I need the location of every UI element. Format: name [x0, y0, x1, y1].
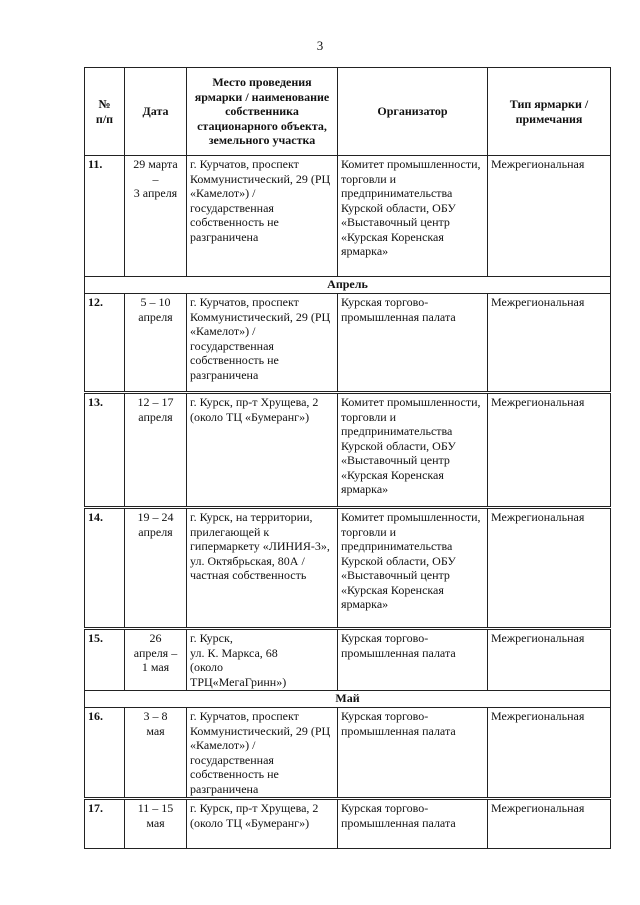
- table-row: [85, 629, 611, 691]
- table-body: [85, 156, 611, 849]
- row-number: 17.: [85, 799, 125, 849]
- row-organizer: Курская торгово-промышленная палата: [338, 629, 488, 691]
- row-number: 12.: [85, 294, 125, 393]
- row-place: г. Курск, ул. К. Маркса, 68 (около ТРЦ«МегаГринн»): [187, 629, 338, 691]
- header-place: Место проведения ярмарки / наименование собственника стационарного объекта, земельного участка: [187, 68, 338, 156]
- row-organizer: Курская торгово-промышленная палата: [338, 708, 488, 799]
- row-date: 19 – 24 апреля: [125, 508, 187, 629]
- row-type: Межрегиональная: [488, 156, 611, 277]
- month-label: Май: [85, 691, 611, 708]
- row-type: Межрегиональная: [488, 799, 611, 849]
- row-date: 3 – 8 мая: [125, 708, 187, 799]
- row-type: Межрегиональная: [488, 294, 611, 393]
- row-place: г. Курчатов, проспект Коммунистический, 29 (РЦ «Камелот») / государственная собственность не разграничена: [187, 294, 338, 393]
- row-organizer: Комитет промышленности, торговли и предпринимательства Курской области, ОБУ «Выставочный центр «Курская Коренская ярмарка»: [338, 508, 488, 629]
- row-place: г. Курск, на территории, прилегающей к гипермаркету «ЛИНИЯ-3», ул. Октябрьская, 80А / частная собственность: [187, 508, 338, 629]
- row-organizer: Курская торгово-промышленная палата: [338, 294, 488, 393]
- table-row: [85, 393, 611, 508]
- header-number: № п/п: [85, 68, 125, 156]
- month-label: Апрель: [85, 277, 611, 294]
- header-organizer: Организатор: [338, 68, 488, 156]
- row-place: г. Курск, пр-т Хрущева, 2 (около ТЦ «Бумеранг»): [187, 799, 338, 849]
- table-row: [85, 799, 611, 849]
- row-date: 12 – 17 апреля: [125, 393, 187, 508]
- table-row: [85, 708, 611, 799]
- row-number: 11.: [85, 156, 125, 277]
- row-number: 14.: [85, 508, 125, 629]
- header-date: Дата: [125, 68, 187, 156]
- row-date: 26 апреля – 1 мая: [125, 629, 187, 691]
- row-type: Межрегиональная: [488, 393, 611, 508]
- row-date: 5 – 10 апреля: [125, 294, 187, 393]
- page-number: 3: [316, 38, 324, 53]
- header-type: Тип ярмарки / примечания: [488, 68, 611, 156]
- row-place: г. Курчатов, проспект Коммунистический, 29 (РЦ «Камелот») / государственная собственность не разграничена: [187, 156, 338, 277]
- table-header: [85, 68, 611, 156]
- row-number: 16.: [85, 708, 125, 799]
- month-separator-row: [85, 691, 611, 708]
- row-date: 29 марта – 3 апреля: [125, 156, 187, 277]
- row-organizer: Курская торгово-промышленная палата: [338, 799, 488, 849]
- row-number: 15.: [85, 629, 125, 691]
- row-type: Межрегиональная: [488, 708, 611, 799]
- row-organizer: Комитет промышленности, торговли и предпринимательства Курской области, ОБУ «Выставочный центр «Курская Коренская ярмарка»: [338, 393, 488, 508]
- row-type: Межрегиональная: [488, 629, 611, 691]
- table-row: [85, 156, 611, 277]
- row-place: г. Курск, пр-т Хрущева, 2 (около ТЦ «Бумеранг»): [187, 393, 338, 508]
- row-type: Межрегиональная: [488, 508, 611, 629]
- fairs-schedule-table: [84, 67, 611, 849]
- row-place: г. Курчатов, проспект Коммунистический, 29 (РЦ «Камелот») / государственная собственность не разграничена: [187, 708, 338, 799]
- row-organizer: Комитет промышленности, торговли и предпринимательства Курской области, ОБУ «Выставочный центр «Курская Коренская ярмарка»: [338, 156, 488, 277]
- row-date: 11 – 15 мая: [125, 799, 187, 849]
- month-separator-row: [85, 277, 611, 294]
- row-number: 13.: [85, 393, 125, 508]
- table-row: [85, 294, 611, 393]
- table-row: [85, 508, 611, 629]
